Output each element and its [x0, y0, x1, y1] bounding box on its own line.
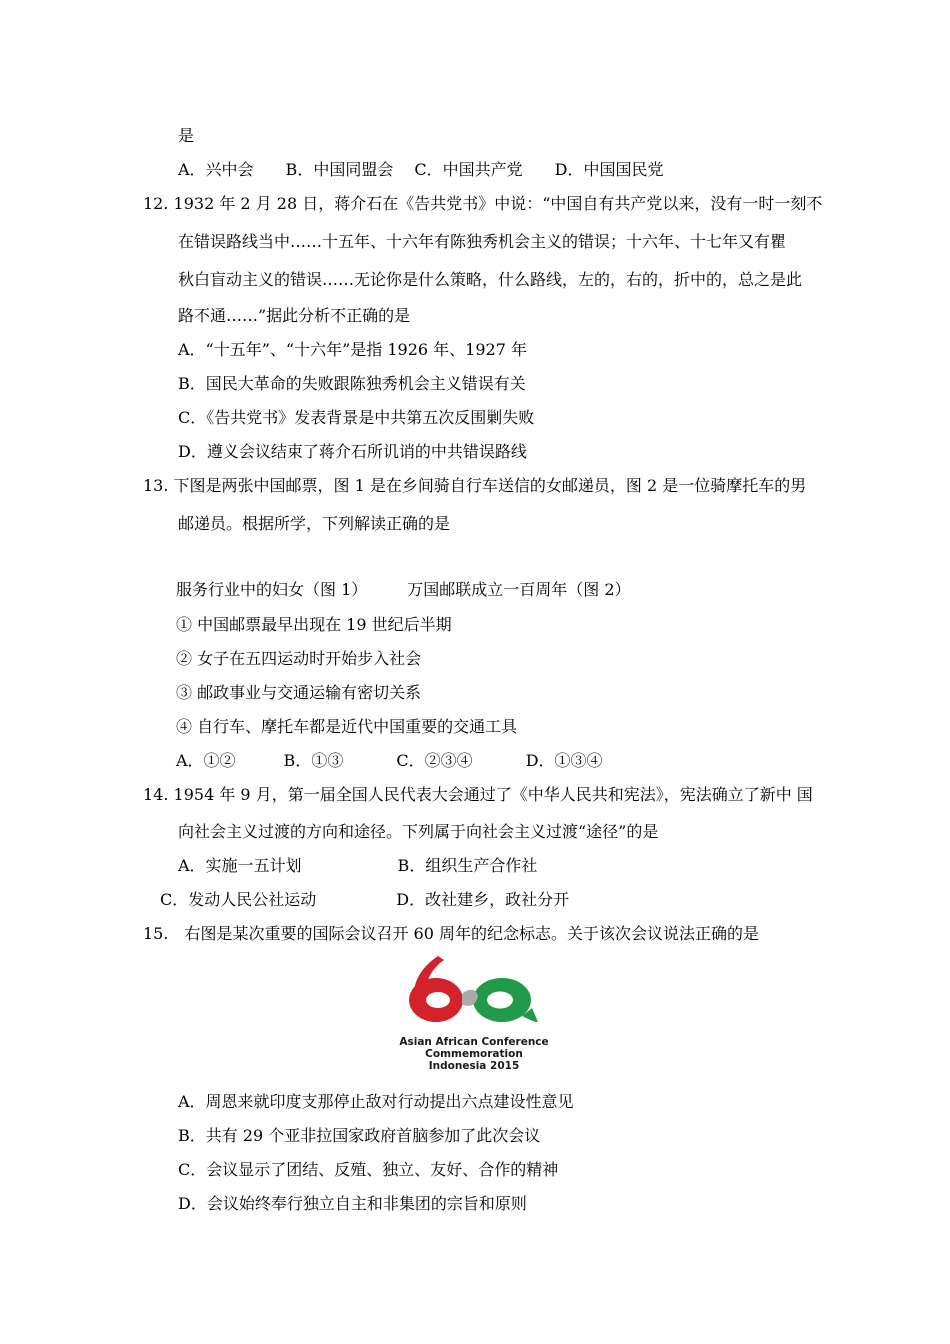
logo-green-hole: [487, 992, 513, 1009]
q13-stem-line2: 邮递员。根据所学，下列解读正确的是: [178, 514, 451, 533]
conference-logo: [382, 950, 567, 1080]
q13-statement-2: ② 女子在五四运动时开始步入社会: [176, 649, 422, 668]
q15-option-c: C．会议显示了团结、反殖、独立、友好、合作的精神: [178, 1160, 559, 1179]
q15-option-b: B．共有 29 个亚非拉国家政府首脑参加了此次会议: [178, 1126, 541, 1145]
q12-option-c: C．《告共党书》发表背景是中共第五次反围剿失败: [178, 408, 535, 427]
q12-option-a: A．“十五年”、“十六年”是指 1926 年、1927 年: [178, 340, 527, 359]
q12-stem-line3: 秋白盲动主义的错误……无论你是什么策略，什么路线，左的，右的，折中的，总之是此: [178, 270, 803, 289]
q12-stem-line1: 12. 1932 年 2 月 28 日，蒋介石在《告共党书》中说：“中国自有共产党以来，没有一时一刻不: [143, 194, 823, 213]
logo-red-hole: [426, 992, 450, 1008]
q14-stem-line1: 14. 1954 年 9 月，第一届全国人民代表大会通过了《中华人民共和宪法》，宪法确立了新中 国: [143, 785, 813, 804]
q15-option-d: D．会议始终奉行独立自主和非集团的宗旨和原则: [178, 1194, 527, 1213]
q14-options-ab: A．实施一五计划 B．组织生产合作社: [178, 856, 538, 875]
q14-options-cd: C．发动人民公社运动 D．改社建乡，政社分开: [160, 890, 570, 909]
q12-stem-line2: 在错误路线当中……十五年、十六年有陈独秀机会主义的错误；十六年、十七年又有瞿: [178, 232, 787, 251]
q11-stem-end: 是: [178, 126, 195, 145]
q13-options: A．①② B．①③ C．②③④ D．①③④: [176, 751, 603, 770]
q12-option-b: B．国民大革命的失败跟陈独秀机会主义错误有关: [178, 374, 526, 393]
q15-option-a: A．周恩来就印度支那停止敌对行动提出六点建设性意见: [178, 1092, 574, 1111]
q11-options: A．兴中会 B．中国同盟会 C．中国共产党 D．中国国民党: [178, 160, 664, 179]
logo-60-mark: [409, 956, 538, 1022]
q13-figure-caption: 服务行业中的妇女（图 1） 万国邮联成立一百周年（图 2）: [176, 580, 631, 599]
logo-text-line1: Asian African Conference: [399, 1036, 549, 1048]
q13-stem-line1: 13. 下图是两张中国邮票，图 1 是在乡间骑自行车送信的女邮递员，图 2 是一位骑摩托车的男: [143, 476, 807, 495]
q12-stem-line4: 路不通……”据此分析不正确的是: [178, 306, 411, 325]
logo-text-line2: Commemoration: [425, 1048, 523, 1060]
q14-stem-line2: 向社会主义过渡的方向和途径。下列属于向社会主义过渡“途径”的是: [178, 822, 659, 841]
q12-option-d: D．遵义会议结束了蒋介石所讥诮的中共错误路线: [178, 442, 527, 461]
q13-statement-3: ③ 邮政事业与交通运输有密切关系: [176, 683, 422, 702]
q15-stem: 15. 右图是某次重要的国际会议召开 60 周年的纪念标志。关于该次会议说法正确的是: [143, 924, 759, 943]
q13-statement-4: ④ 自行车、摩托车都是近代中国重要的交通工具: [176, 717, 518, 736]
q13-statement-1: ① 中国邮票最早出现在 19 世纪后半期: [176, 615, 452, 634]
logo-text-line3: Indonesia 2015: [428, 1060, 520, 1072]
